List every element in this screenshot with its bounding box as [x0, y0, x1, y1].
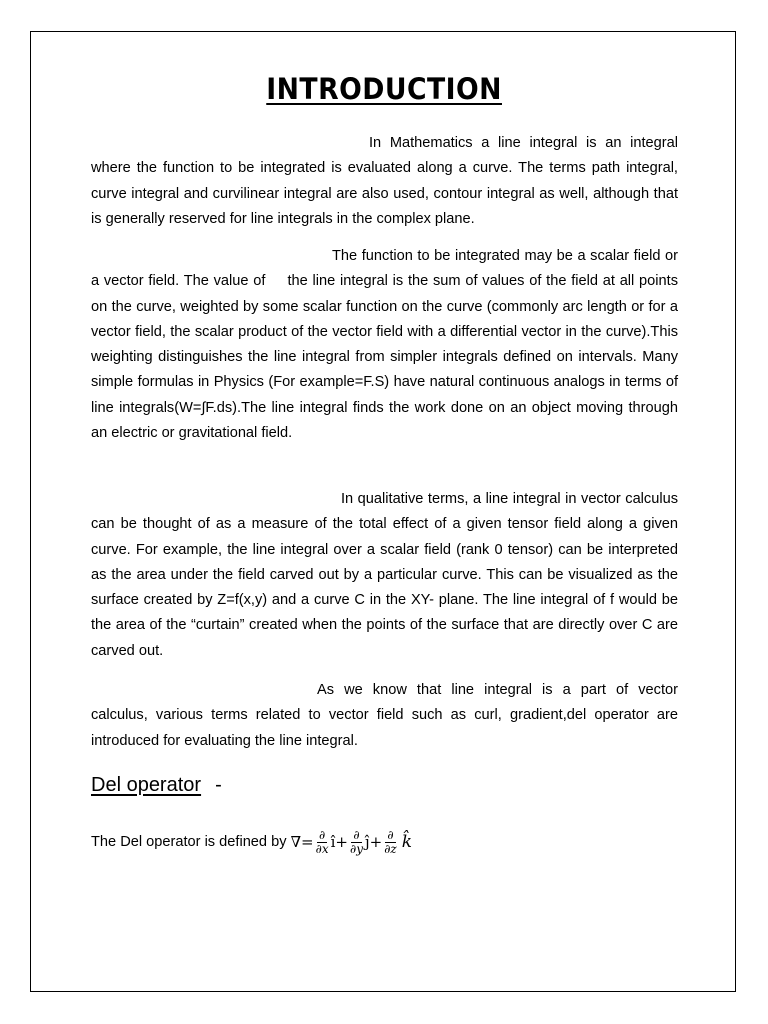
i-hat: î+	[330, 833, 348, 851]
j-hat: ĵ+	[364, 833, 383, 851]
k-hat: k̂	[401, 832, 413, 852]
paragraph-2: The function to be integrated may be a scalar field or a vector field. The value of the line integral is the sum of values of the field at all points on the curve, weighted by some scalar function on the curve (commonly arc length or for a vector field, the scalar product of the vector field with a differential vector in the curve).This weighting distinguishes the line integral from simpler integrals defined on intervals. Many simple formulas in Physics (For example=F.S) have natural continuous analogs in terms of line integrals(W=∫F.ds).The line integral finds the work done on an object moving through an electric or gravitational field.	[91, 248, 678, 442]
del-operator-heading: Del operator -	[91, 774, 222, 796]
nabla-symbol: ∇=	[290, 833, 314, 851]
page-title: INTRODUCTION	[266, 72, 502, 106]
paragraph-1: In Mathematics a line integral is an integral where the function to be integrated is evaluated along a curve. The terms path integral, curve integral and curvilinear integral are also used, contour integral as well, although that is generally reserved for line integrals in the complex plane.	[91, 135, 678, 227]
del-operator-definition: The Del operator is defined by ∇= $\frac{\partial}{\partial x}$ î+ $\frac{\partial}{\partial y}$ ĵ+ $\frac{\partial}{\partial z}$ k̂	[91, 827, 413, 856]
partial-y-fraction: $\frac{\partial}{\partial y}$	[349, 827, 363, 856]
partial-z-fraction: $\frac{\partial}{\partial z}$	[384, 827, 397, 856]
paragraph-3: In qualitative terms, a line integral in vector calculus can be thought of as a measure of the total effect of a given tensor field along a given curve. For example, the line integral over a scalar field (rank 0 tensor) can be interpreted as the area under the field carved out by a particular curve. This can be visualized as the surface created by Z=f(x,y) and a curve C in the XY- plane. The line integral of f would be the area of the “curtain” created when the points of the surface that are directly over C are carved out.	[91, 491, 678, 659]
partial-x-fraction: $\frac{\partial}{\partial x}$	[315, 827, 329, 856]
paragraph-4: As we know that line integral is a part of vector calculus, various terms related to vector field such as curl, gradient,del operator are introduced for evaluating the line integral.	[91, 682, 678, 749]
